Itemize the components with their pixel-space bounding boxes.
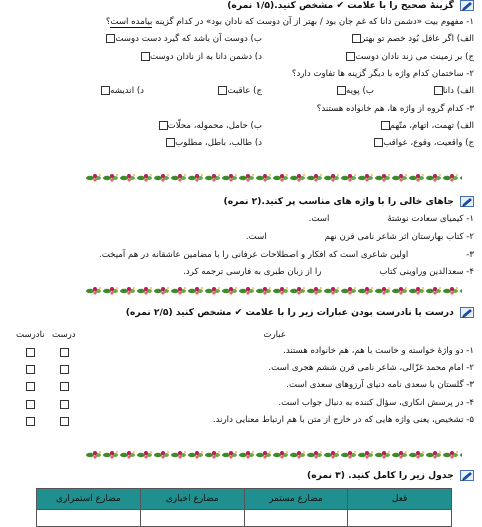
checkbox-icon[interactable]	[101, 86, 110, 95]
q2-option-c[interactable]	[215, 86, 262, 96]
checkbox-icon[interactable]	[60, 348, 69, 357]
checkbox-icon[interactable]	[60, 417, 69, 426]
fill-item-4-before: ۴- سعدالدین وراوینی کتاب	[379, 267, 474, 277]
checkbox-icon[interactable]	[434, 86, 443, 95]
flower-divider	[86, 172, 462, 184]
verb-col-header: مضارع مستمر	[244, 489, 348, 510]
q2-option-a[interactable]	[431, 86, 474, 96]
fill-item-2-before: ۲- کتاب بهارستان اثر شاعر نامی قرن نهم	[324, 232, 474, 242]
table-cell[interactable]	[37, 510, 141, 527]
col-false-header: نادرست	[16, 330, 45, 340]
q3-option-d[interactable]	[163, 138, 262, 148]
q3-option-b[interactable]	[156, 121, 262, 131]
flower-divider	[86, 449, 462, 461]
checkbox-icon[interactable]	[346, 52, 355, 61]
q1-option-b[interactable]	[103, 34, 262, 44]
q1-text: ۱- مفهوم بیت «دشمن دانا که غم جان بود / بهتر از آن دوست که نادان بود» در کدام گزینه	[152, 17, 474, 27]
tf-item-2	[80, 363, 474, 376]
tf-item-1	[80, 346, 474, 359]
checkbox-icon[interactable]	[26, 365, 35, 374]
checkbox-icon[interactable]	[141, 52, 150, 61]
section3-heading-row	[8, 307, 474, 320]
fill-item-2-after: است.	[245, 232, 267, 242]
q3-text: ۳- کدام گروه از واژه ها، هم خانواده هستند؟	[316, 104, 474, 114]
checkbox-icon[interactable]	[26, 382, 35, 391]
q2-option-a-label: الف) دانا	[442, 86, 474, 96]
fill-item-4	[8, 267, 474, 280]
checkbox-icon[interactable]	[381, 121, 390, 130]
flower-divider	[86, 285, 462, 297]
q2-option-c-label: ج) عاقبت	[227, 86, 262, 96]
tf-item-4-text: ۴- در پرسش انکاری، سؤال کننده به دنبال جواب است.	[278, 398, 474, 408]
section4-heading: جدول زیر را کامل کنید. (۳ نمره)	[307, 470, 454, 481]
section4-heading-row	[8, 470, 474, 483]
fill-item-3-after: اولین شاعری است که افکار و اصطلاحات عرفانی را با مضامین عاشقانه در هم آمیخت.	[98, 250, 409, 260]
tf-item-5	[80, 415, 474, 428]
checkbox-icon[interactable]	[166, 138, 175, 147]
q1-underlined: بیامده است	[110, 17, 153, 27]
q3-option-d-label: د) طالب، باطل، مطلوب	[175, 138, 262, 148]
fill-item-2	[8, 232, 474, 245]
table-row	[37, 510, 452, 527]
fill-item-1-after: است.	[308, 214, 330, 224]
table-cell[interactable]	[140, 510, 244, 527]
q2-option-b[interactable]	[334, 86, 374, 96]
q3-option-a-label: الف) تهمت، اتهام، متّهم	[389, 121, 474, 131]
tf-item-5-text: ۵- تشخیص، یعنی واژه هایی که در خارج از متن با هم ارتباط معنایی دارند.	[212, 415, 474, 425]
pen-icon	[460, 196, 474, 207]
tf-item-1-text: ۱- دو واژهٔ خواسته و خاست با هم، هم خانواده هستند.	[283, 346, 474, 356]
col-true-header: درست	[52, 330, 76, 340]
q3-options-row1	[8, 121, 474, 134]
section3-heading: درست یا نادرست بودن عبارات زیر را با علامت ✔ مشخص کنید (۲/۵ نمره)	[125, 307, 454, 318]
checkbox-icon[interactable]	[374, 138, 383, 147]
q3-option-c[interactable]	[371, 138, 474, 148]
q1-option-a-label: الف) اگر عاقل بُود خصم تو بهتر	[361, 34, 474, 44]
q3-options-row2	[8, 138, 474, 151]
checkbox-icon[interactable]	[352, 34, 361, 43]
verb-col-header: مضارع اخباری	[140, 489, 244, 510]
verb-table-header	[37, 489, 452, 510]
q1-options-row2	[8, 52, 474, 65]
checkbox-icon[interactable]	[60, 400, 69, 409]
checkbox-icon[interactable]	[106, 34, 115, 43]
checkbox-icon[interactable]	[60, 382, 69, 391]
q1-text-row	[8, 17, 474, 30]
tf-item-3-text: ۳- گلستان با سعدی نامه دنیای آرزوهای سعدی است.	[286, 380, 474, 390]
col-phrases-header: عبارت	[263, 330, 286, 340]
checkbox-icon[interactable]	[26, 417, 35, 426]
q1-options-row1	[8, 34, 474, 47]
checkbox-icon[interactable]	[60, 365, 69, 374]
verb-col-header: فعل	[348, 489, 452, 510]
q1-qmark: ؟	[105, 17, 111, 27]
tf-item-4	[80, 398, 474, 411]
verb-col-header: مضارع استمراری	[37, 489, 141, 510]
q3-option-b-label: ب) حامل، محموله، محلّات	[167, 121, 262, 131]
fill-item-4-after: را از زبان طبری به فارسی ترجمه کرد.	[183, 267, 322, 277]
verb-table	[36, 488, 452, 527]
checkbox-icon[interactable]	[159, 121, 168, 130]
q1-option-d[interactable]	[138, 52, 262, 62]
q1-option-d-label: د) دشمن دانا به از نادان دوست	[149, 52, 262, 62]
section1-heading: گزینهٔ صحیح را با علامت ✔ مشخص کنید.(۱/۵ نمره)	[227, 0, 454, 11]
checkbox-icon[interactable]	[337, 86, 346, 95]
q1-option-a[interactable]	[349, 34, 474, 44]
fill-item-3	[8, 250, 474, 263]
pen-icon	[460, 307, 474, 318]
q3-option-a[interactable]	[378, 121, 474, 131]
q3-option-c-label: ج) واقعیت، وقوع، عواقب	[383, 138, 474, 148]
table-cell[interactable]	[348, 510, 452, 527]
q2-option-d[interactable]	[98, 86, 144, 96]
q1-option-b-label: ب) دوست آن باشد که گیرد دست دوست	[115, 34, 262, 44]
q1-option-c[interactable]	[343, 52, 474, 62]
fill-item-1	[8, 214, 474, 227]
q2-text-row	[8, 69, 474, 82]
section2-heading: جاهای خالی را با واژه های مناسب پر کنید.(۲ نمره)	[223, 196, 454, 207]
section2-heading-row	[8, 196, 474, 209]
pen-icon	[460, 470, 474, 481]
q3-text-row	[8, 104, 474, 117]
q2-options-row	[8, 86, 474, 99]
tf-item-3	[80, 380, 474, 393]
q2-text: ۲- ساختمان کدام واژه با دیگر گزینه ها تفاوت دارد؟	[291, 69, 474, 79]
fill-item-3-before: ۳-	[466, 250, 474, 260]
fill-item-1-before: ۱- کیمیای سعادت نوشتهٔ	[387, 214, 474, 224]
q2-option-d-label: د) اندیشه	[110, 86, 144, 96]
q1-option-c-label: ج) بر زمینت می زند نادان دوست	[355, 52, 474, 62]
pen-icon	[460, 0, 474, 11]
checkbox-icon[interactable]	[26, 400, 35, 409]
table-cell[interactable]	[244, 510, 348, 527]
tf-item-2-text: ۲- امام محمد غزّالی، شاعر نامی قرن ششم هجری است.	[268, 363, 474, 373]
section1-heading-row	[8, 0, 474, 13]
checkbox-icon[interactable]	[26, 348, 35, 357]
q2-option-b-label: ب) پویه	[345, 86, 374, 96]
